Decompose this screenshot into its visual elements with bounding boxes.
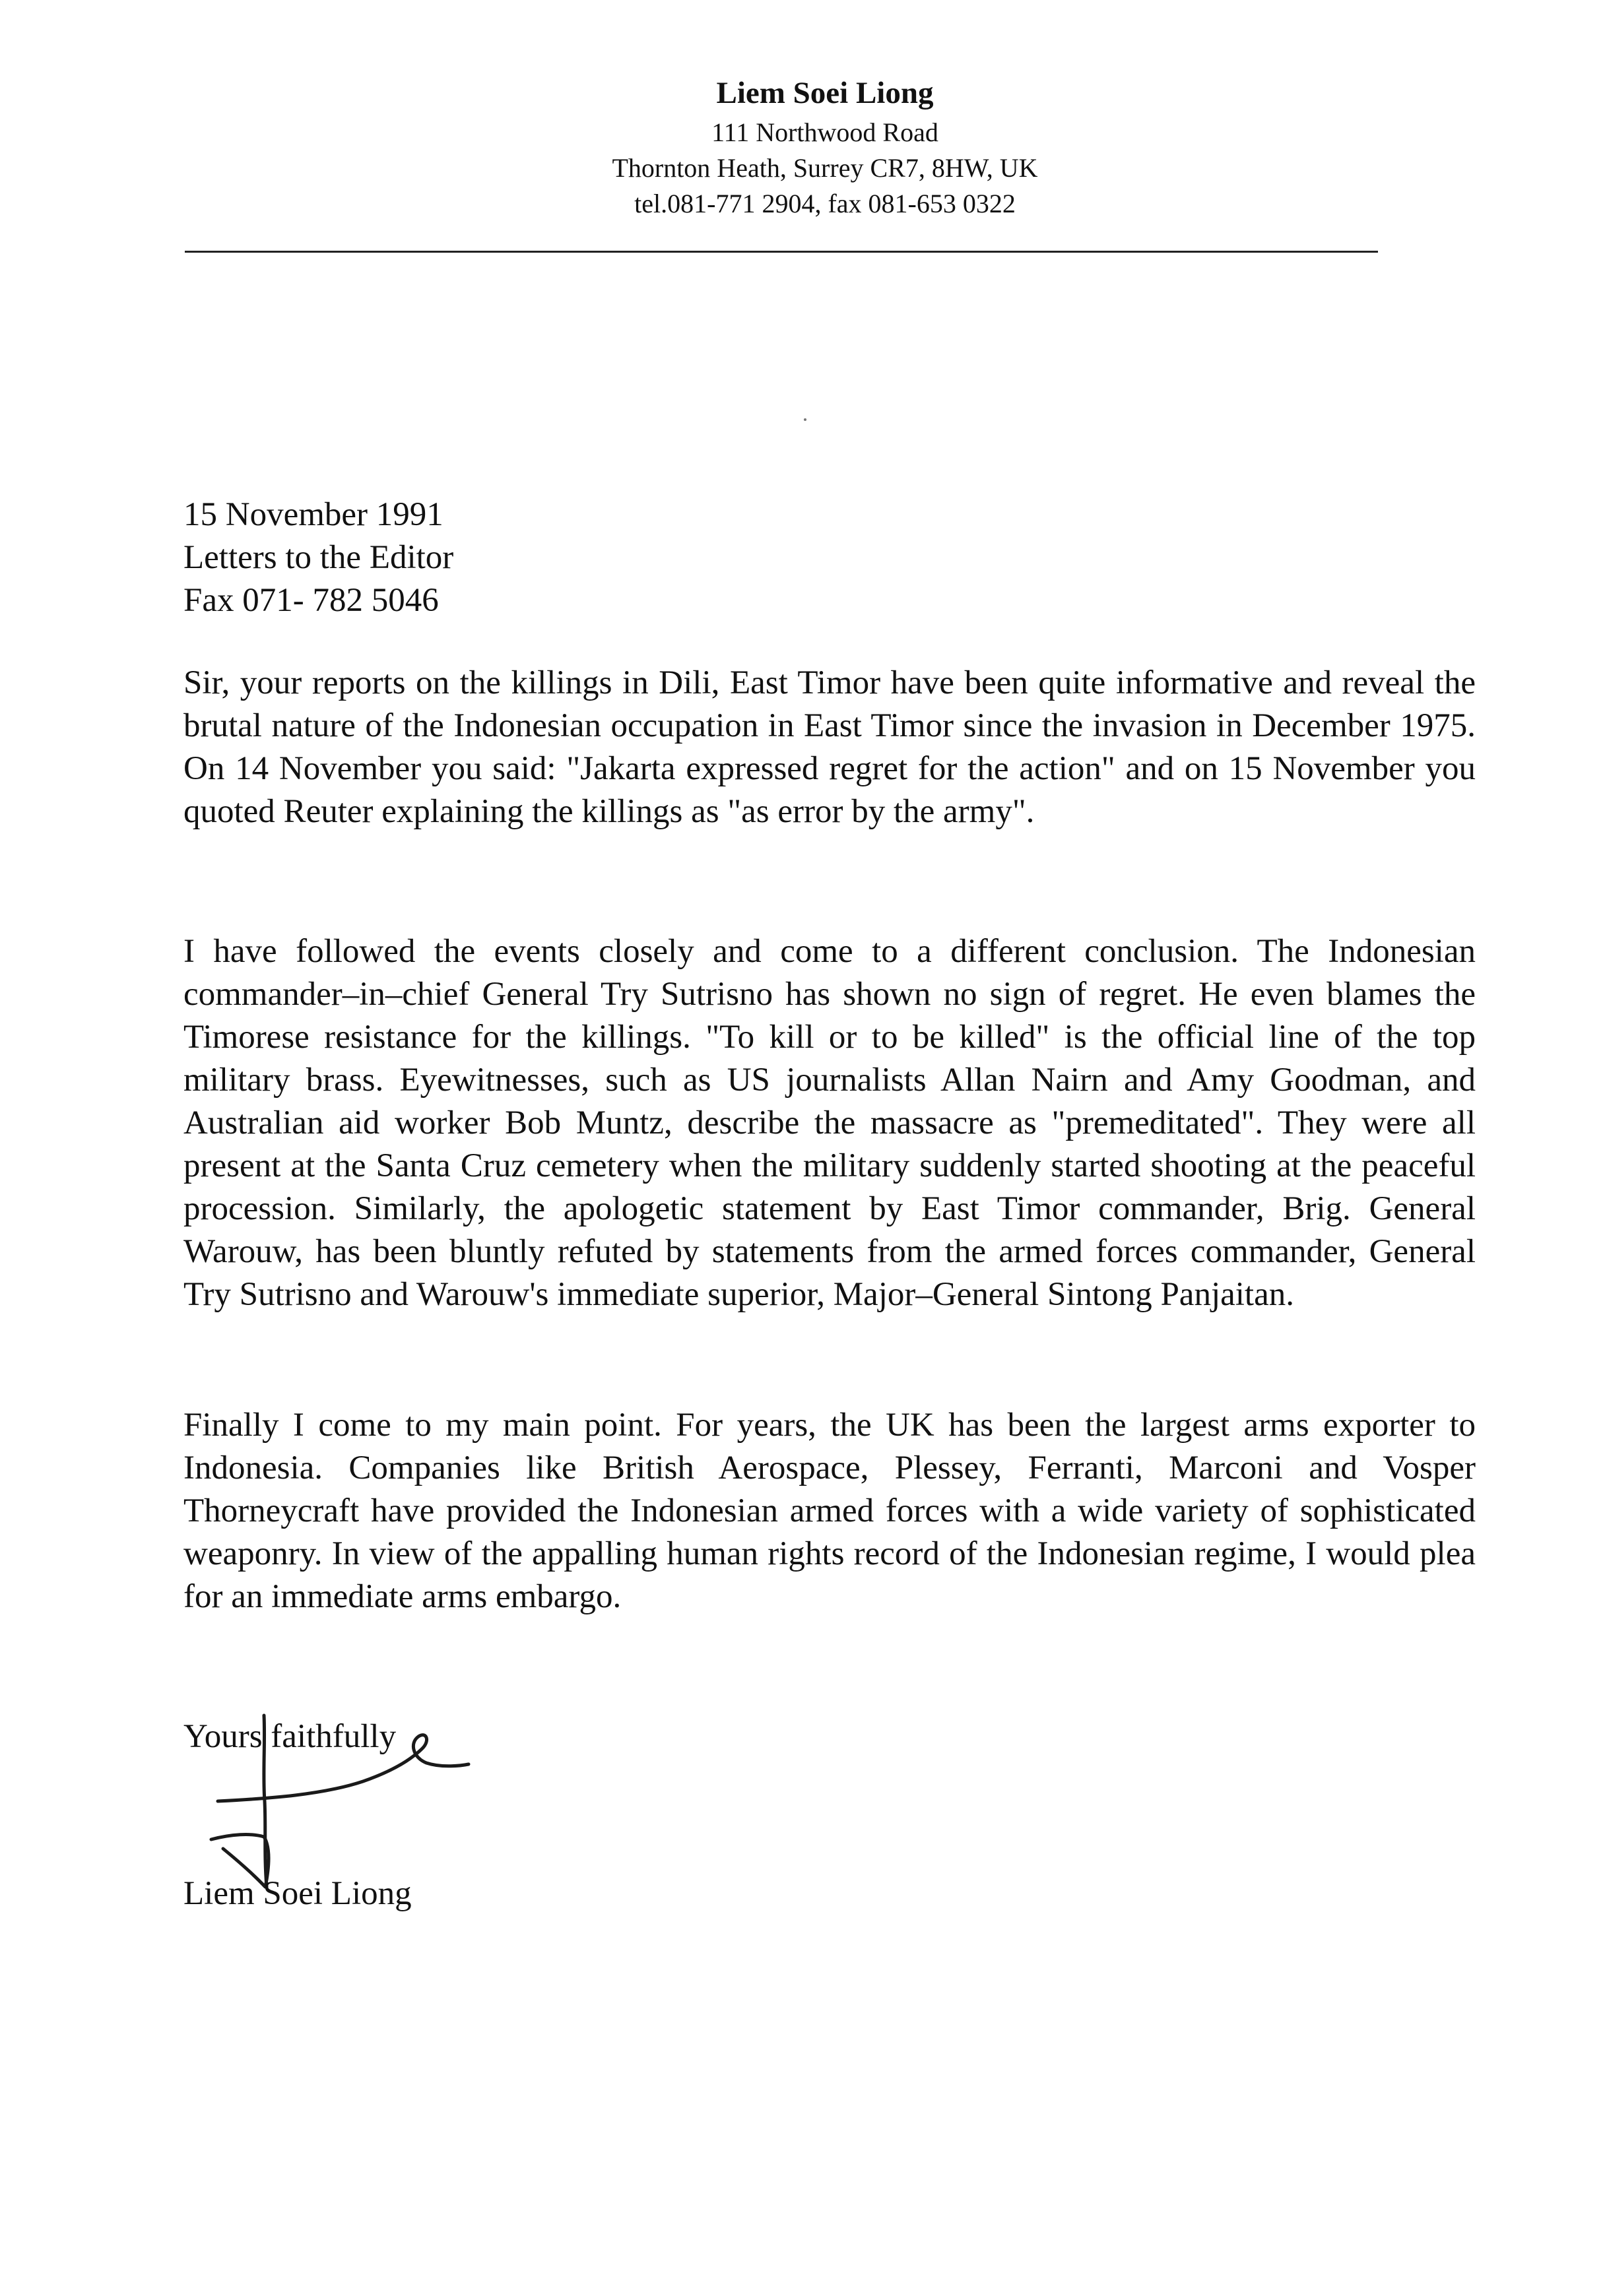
letter-meta: [183, 494, 1476, 622]
sender-address-town: Thornton Heath, Surrey CR7, 8HW, UK: [612, 153, 1038, 183]
body-paragraph-1: Sir, your reports on the killings in Dili, East Timor have been quite informative and reveal the brutal nature of the Indonesian occupation in East Timor since the invasion in December 1975. On 14 November you said: "Jakarta expressed regret for the action" and on 15 November you quoted Reuter explaining the killings as "as error by the army".: [183, 664, 1476, 830]
signatory-name: Liem Soei Liong: [183, 1875, 412, 1912]
sender-contact: tel.081-771 2904, fax 081-653 0322: [634, 189, 1016, 218]
handwritten-signature: [191, 1702, 482, 1900]
body-paragraph-2: I have followed the events closely and come to a different conclusion. The Indonesian commander–in–chief General Try Sutrisno has shown no sign of regret. He even blames the Timorese resistance for the killings. "To kill or to be killed" is the official line of the top military brass. Eyewitnesses, such as US journalists Allan Nairn and Amy Goodman, and Australian aid worker Bob Muntz, describe the massacre as "premeditated". They were all present at the Santa Cruz cemetery when the military suddenly started shooting at the peaceful procession. Similarly, the apologetic statement by East Timor commander, Brig. General Warouw, has been bluntly refuted by statements from the armed forces commander, General Try Sutrisno and Warouw's immediate superior, Major–General Sintong Panjaitan.: [183, 933, 1476, 1313]
recipient-fax: Fax 071- 782 5046: [183, 582, 439, 619]
sender-name: Liem Soei Liong: [716, 76, 934, 110]
letterhead-divider: [185, 251, 1378, 253]
letterhead: [0, 71, 1605, 222]
letter-date: 15 November 1991: [183, 496, 443, 533]
closing-salutation: Yours faithfully: [183, 1718, 397, 1755]
sender-address-street: 111 Northwood Road: [711, 117, 938, 147]
scan-speck: [804, 418, 806, 421]
body-paragraph-3: Finally I come to my main point. For years, the UK has been the largest arms exporter to Indonesia. Companies like British Aerospace, Plessey, Ferranti, Marconi and Vosper Thorneycraft have provided the Indonesian armed forces with a wide variety of sophisticated weaponry. In view of the appalling human rights record of the Indonesian regime, I would plea for an immediate arms embargo.: [183, 1407, 1476, 1615]
letter-recipient: Letters to the Editor: [183, 539, 454, 576]
